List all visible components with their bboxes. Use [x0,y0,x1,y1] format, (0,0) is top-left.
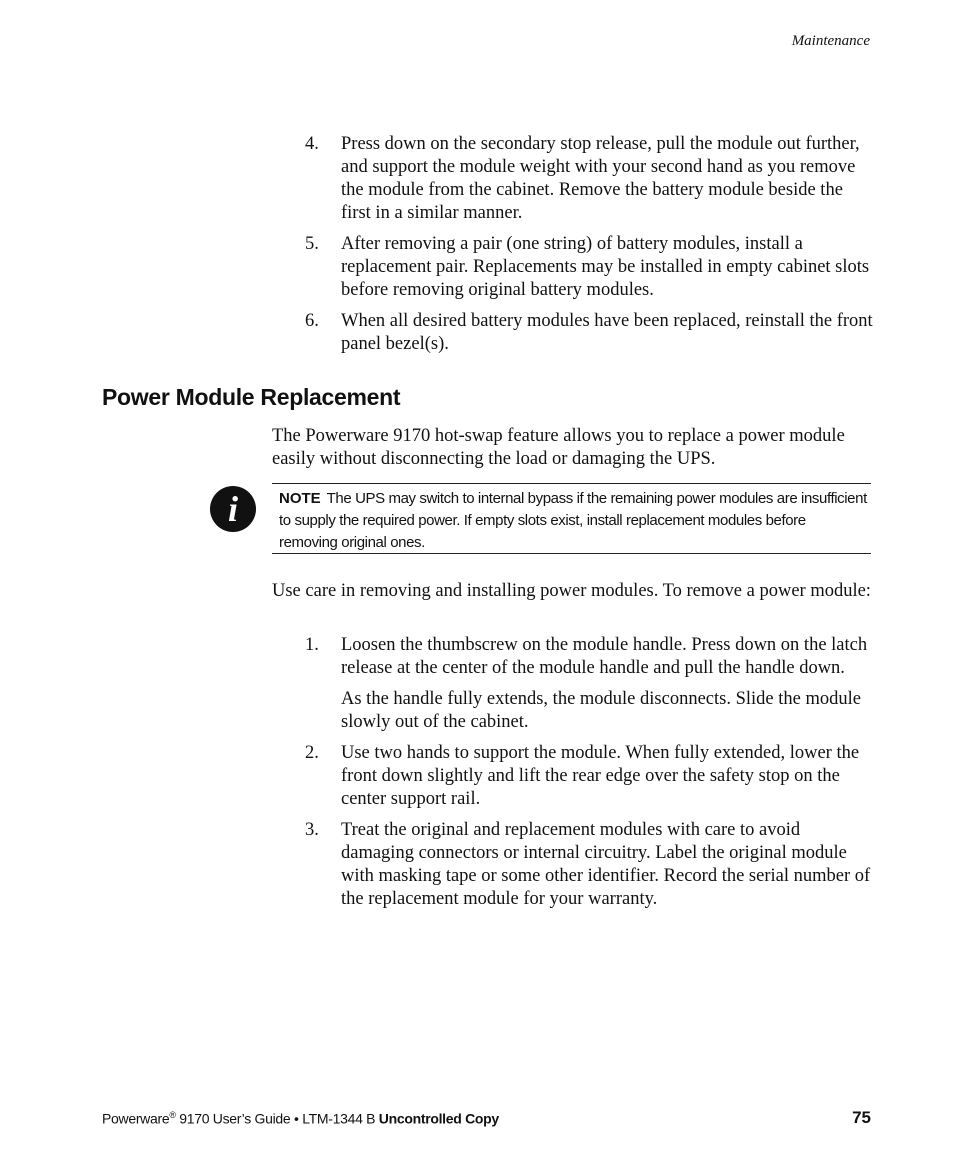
page-number: 75 [852,1108,871,1127]
list-item [305,233,875,302]
step-text: Treat the original and replacement modules with care to avoid damaging connectors or internal circuitry. Label the original module with masking tape or some other identifier. Record the serial number of the replacement module for your warranty. [341,820,871,909]
page-footer [102,1110,499,1127]
note-text: The UPS may switch to internal bypass if the remaining power modules are insufficient to supply the required power. If empty slots exist, install replacement modules before removing original ones. [279,490,867,551]
section-intro: The Powerware 9170 hot-swap feature allows you to replace a power module easily without disconnecting the load or damaging the UPS. [272,426,845,469]
info-icon: i [210,486,256,532]
list-item [305,133,875,225]
step-number: 4. [305,134,319,154]
footer-doc-id: LTM-1344 B [302,1110,376,1127]
registered-mark: ® [169,1110,176,1120]
footer-brand: Powerware [102,1110,170,1127]
list-item [305,819,875,911]
step-number: 5. [305,234,319,254]
step-text: When all desired battery modules have been replaced, reinstall the front panel bezel(s). [341,311,873,354]
list-item [305,634,875,734]
list-item [305,310,875,356]
power-module-steps-list [305,634,875,919]
step-text: As the handle fully extends, the module disconnects. Slide the module slowly out of the cabinet. [341,689,861,732]
section-title: Power Module Replacement [102,384,401,410]
step-text: After removing a pair (one string) of battery modules, install a replacement pair. Replacements may be installed in empty cabinet slots before removing original battery modules. [341,234,870,300]
step-number: 3. [305,820,319,840]
step-number: 1. [305,635,319,655]
step-text: Loosen the thumbscrew on the module handle. Press down on the latch release at the center of the module handle and pull the handle down. [341,635,868,678]
note-label: NOTE [279,490,321,507]
step-text: Press down on the secondary stop release, pull the module out further, and support the module weight with your second hand as you remove the module from the cabinet. Remove the battery module beside the first in a similar manner. [341,134,860,223]
battery-steps-list [305,133,875,364]
step-number: 2. [305,743,319,763]
list-item [305,742,875,811]
footer-bullet: • [293,1110,299,1127]
step-number: 6. [305,311,319,331]
step-text: Use two hands to support the module. When fully extended, lower the front down slightly and lift the rear edge over the safety stop on the center support rail. [341,743,860,809]
footer-copy-status: Uncontrolled Copy [378,1110,499,1127]
footer-guide: 9170 User’s Guide [175,1110,291,1127]
running-header: Maintenance [791,33,870,49]
care-paragraph: Use care in removing and installing power modules. To remove a power module: [272,581,871,601]
note-box [272,483,871,554]
